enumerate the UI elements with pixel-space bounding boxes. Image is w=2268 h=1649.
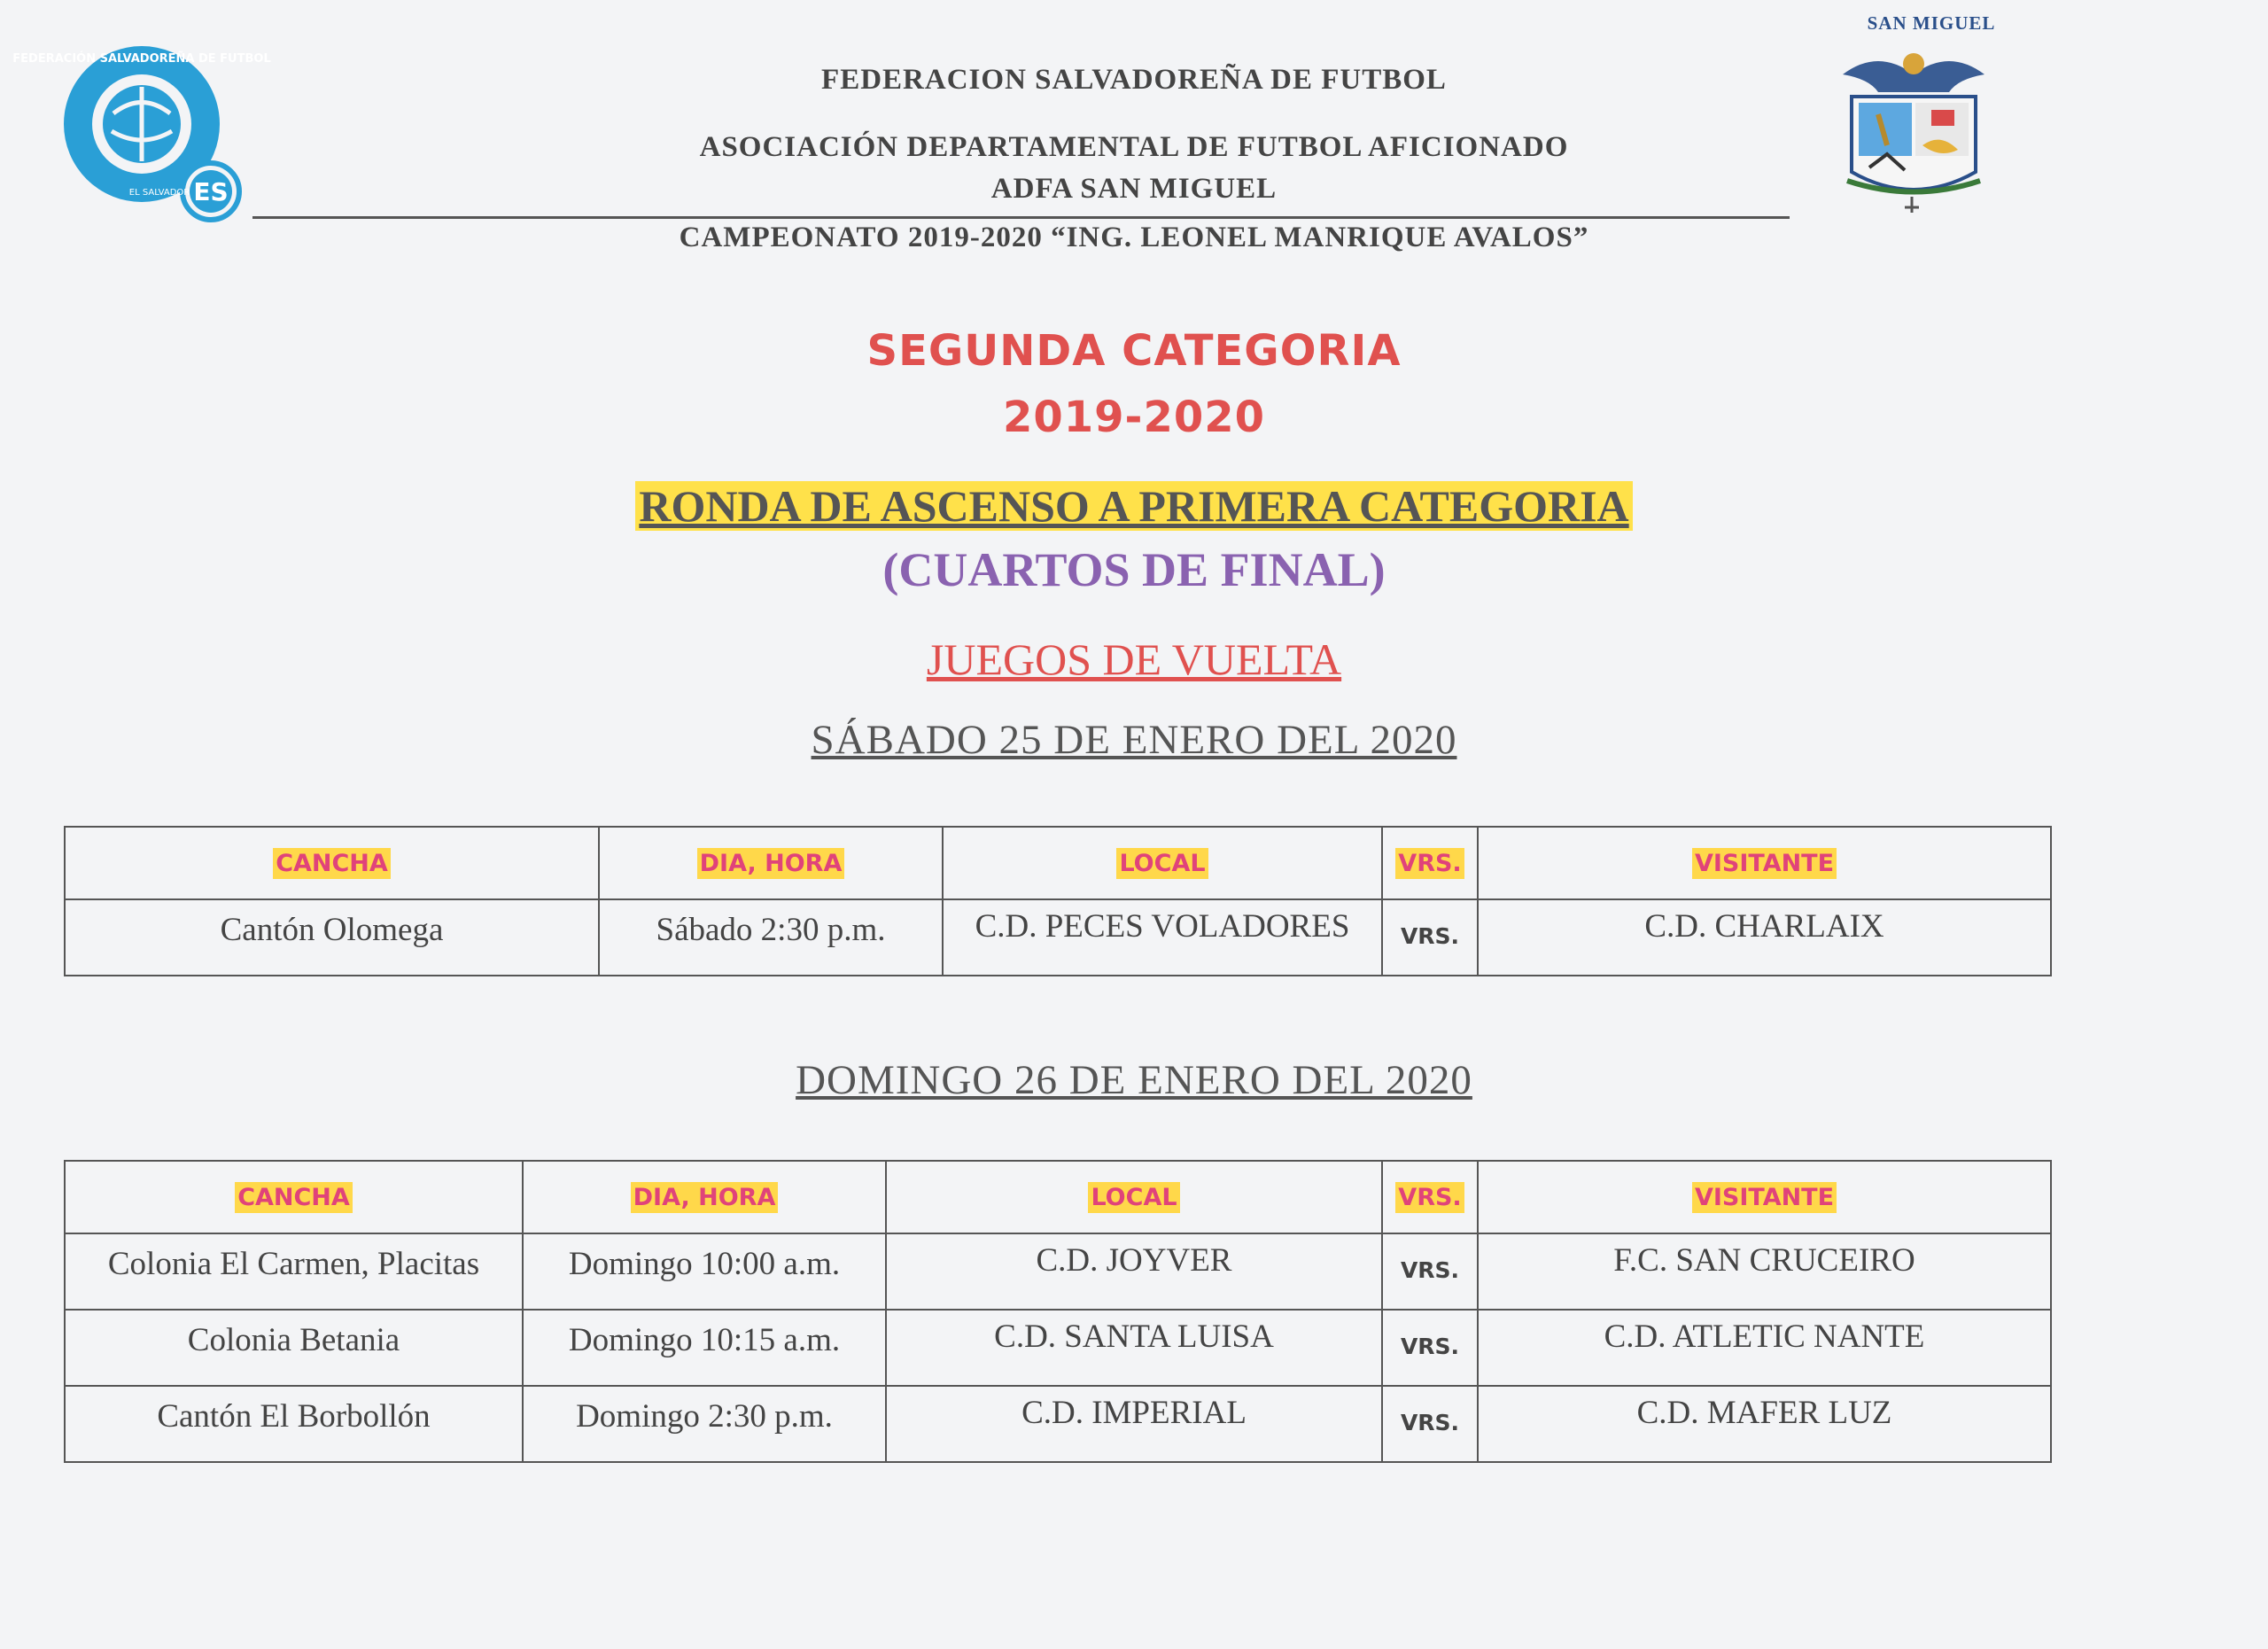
sunday-table	[64, 1160, 2052, 1463]
col-header: VRS.	[1382, 1161, 1478, 1233]
table-row	[65, 1310, 2051, 1386]
col-header: VISITANTE	[1478, 1161, 2051, 1233]
visitante-cell: C.D. ATLETIC NANTE	[1478, 1310, 2051, 1386]
cancha-cell: Colonia El Carmen, Placitas	[65, 1233, 523, 1310]
dia-hora-cell: Sábado 2:30 p.m.	[599, 899, 943, 976]
round-title-wrap	[0, 480, 2268, 532]
vrs-cell: VRS.	[1382, 1386, 1478, 1462]
col-header: DIA, HORA	[599, 827, 943, 899]
cancha-cell: Cantón Olomega	[65, 899, 599, 976]
vrs-cell: VRS.	[1382, 899, 1478, 976]
table-header-row	[65, 827, 2051, 899]
col-header: LOCAL	[943, 827, 1382, 899]
logo-ring-text: FEDERACIÓN SALVADOREÑA DE FUTBOL	[12, 52, 271, 66]
vrs-cell: VRS.	[1382, 1233, 1478, 1310]
visitante-cell: C.D. MAFER LUZ	[1478, 1386, 2051, 1462]
local-cell: C.D. PECES VOLADORES	[943, 899, 1382, 976]
visitante-cell: F.C. SAN CRUCEIRO	[1478, 1233, 2051, 1310]
saturday-table	[64, 826, 2052, 976]
local-cell: C.D. IMPERIAL	[886, 1386, 1382, 1462]
dia-hora-cell: Domingo 2:30 p.m.	[523, 1386, 886, 1462]
games-title: JUEGOS DE VUELTA	[926, 634, 1342, 684]
saturday-date: SÁBADO 25 DE ENERO DEL 2020	[811, 717, 1457, 763]
vrs-cell: VRS.	[1382, 1310, 1478, 1386]
logo-es-badge: ES	[193, 177, 229, 206]
local-cell: C.D. SANTA LUISA	[886, 1310, 1382, 1386]
season-title: 2019-2020	[1002, 393, 1266, 442]
sunday-date: DOMINGO 26 DE ENERO DEL 2020	[796, 1057, 1472, 1103]
dia-hora-cell: Domingo 10:15 a.m.	[523, 1310, 886, 1386]
visitante-cell: C.D. CHARLAIX	[1478, 899, 2051, 976]
logo-country-text: EL SALVADOR	[128, 188, 190, 198]
table-row	[65, 1233, 2051, 1310]
category-title: SEGUNDA CATEGORIA	[866, 326, 1402, 376]
championship-name: CAMPEONATO 2019-2020 “ING. LEONEL MANRIQUE AVALOS”	[679, 222, 1589, 253]
federation-name: FEDERACION SALVADOREÑA DE FUTBOL	[821, 64, 1447, 96]
cancha-cell: Cantón El Borbollón	[65, 1386, 523, 1462]
local-cell: C.D. JOYVER	[886, 1233, 1382, 1310]
col-header: CANCHA	[65, 827, 599, 899]
col-header: DIA, HORA	[523, 1161, 886, 1233]
col-header: VRS.	[1382, 827, 1478, 899]
cancha-cell: Colonia Betania	[65, 1310, 523, 1386]
table-header-row	[65, 1161, 2051, 1233]
header-divider	[252, 216, 1790, 219]
table-row	[65, 899, 2051, 976]
col-header: VISITANTE	[1478, 827, 2051, 899]
col-header: CANCHA	[65, 1161, 523, 1233]
round-title: RONDA DE ASCENSO A PRIMERA CATEGORIA	[635, 481, 1632, 531]
dia-hora-cell: Domingo 10:00 a.m.	[523, 1233, 886, 1310]
table-row	[65, 1386, 2051, 1462]
crest-label: SAN MIGUEL	[1867, 12, 1996, 34]
association-name: ASOCIACIÓN DEPARTAMENTAL DE FUTBOL AFICIONADO	[699, 131, 1569, 163]
stage-title: (CUARTOS DE FINAL)	[882, 543, 1386, 596]
adfa-name: ADFA SAN MIGUEL	[990, 173, 1278, 205]
col-header: LOCAL	[886, 1161, 1382, 1233]
